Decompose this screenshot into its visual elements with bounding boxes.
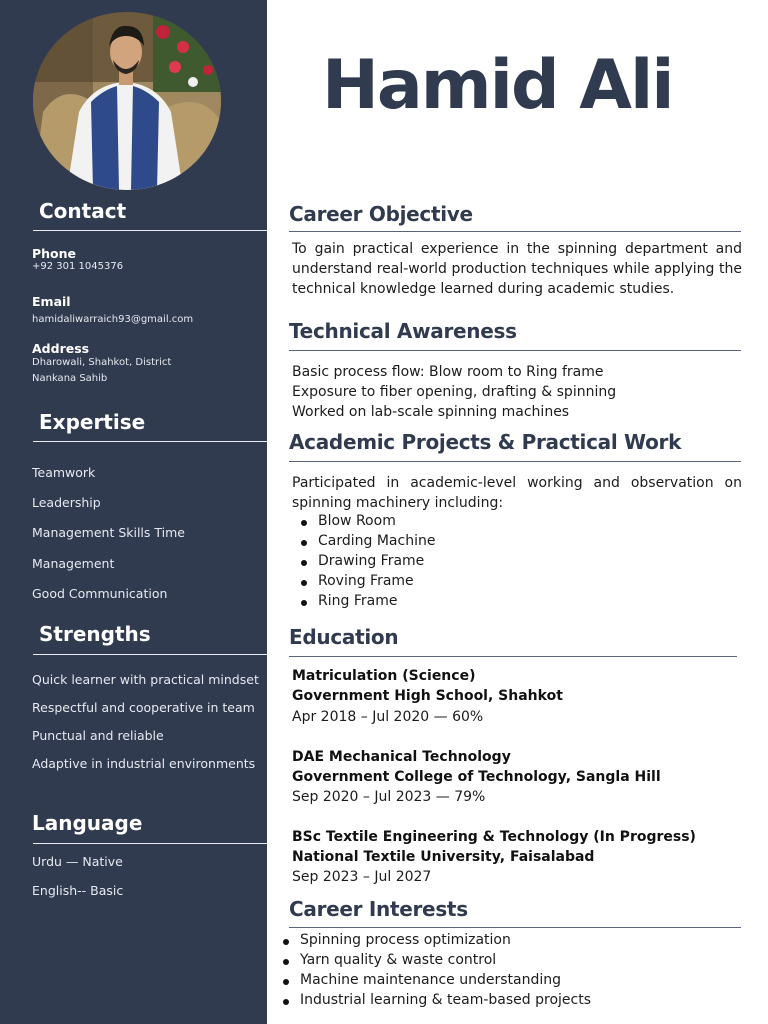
expertise-item: Management	[32, 556, 115, 571]
expertise-item: Management Skills Time	[32, 525, 185, 540]
education-degree: BSc Textile Engineering & Technology (In Progress)	[292, 829, 696, 845]
strength-item: Punctual and reliable	[32, 728, 164, 743]
education-institution: National Textile University, Faisalabad	[292, 849, 595, 865]
email-label: Email	[32, 294, 71, 309]
email-value: hamidaliwarraich93@gmail.com	[32, 314, 194, 325]
project-list-item	[318, 573, 414, 589]
strength-item: Adaptive in industrial environments	[32, 756, 256, 771]
projects-intro: Participated in academic-level working and observation on spinning machinery including:	[292, 475, 742, 511]
education-degree: DAE Mechanical Technology	[292, 749, 511, 765]
expertise-item: Leadership	[32, 495, 101, 510]
profile-photo	[33, 12, 221, 190]
bullet-icon	[283, 959, 289, 965]
interest-list-item	[300, 932, 511, 948]
bullet-icon	[283, 999, 289, 1005]
sidebar	[0, 0, 267, 1024]
project-item-label: Roving Frame	[318, 573, 414, 589]
interest-list-item	[300, 952, 496, 968]
interest-list-item	[300, 972, 561, 988]
profile-photo-image	[33, 12, 221, 190]
strengths-heading: Strengths	[39, 622, 151, 646]
project-item-label: Ring Frame	[318, 593, 398, 609]
address-label: Address	[32, 341, 90, 356]
technical-awareness-heading: Technical Awareness	[289, 319, 517, 343]
expertise-divider	[33, 441, 267, 442]
technical-awareness-line: Basic process flow: Blow room to Ring frame	[292, 364, 604, 380]
career-objective-heading: Career Objective	[289, 202, 473, 226]
project-item-label: Carding Machine	[318, 533, 436, 549]
bullet-icon	[283, 979, 289, 985]
career-objective-divider	[289, 231, 741, 232]
expertise-item: Good Communication	[32, 586, 168, 601]
education-institution: Government College of Technology, Sangla Hill	[292, 769, 661, 785]
contact-divider	[33, 230, 267, 231]
bullet-icon	[283, 939, 289, 945]
interest-item-label: Industrial learning & team-based projects	[300, 992, 592, 1008]
address-line-2: Nankana Sahib	[32, 373, 108, 384]
contact-heading: Contact	[39, 199, 127, 223]
technical-awareness-line: Worked on lab-scale spinning machines	[292, 404, 570, 420]
education-institution: Government High School, Shahkot	[292, 688, 563, 704]
project-list-item	[318, 513, 396, 529]
bullet-icon	[301, 560, 307, 566]
resume-name: Hamid Ali	[322, 46, 673, 125]
project-item-label: Drawing Frame	[318, 553, 425, 569]
strength-item: Respectful and cooperative in team	[32, 700, 255, 715]
language-item: Urdu — Native	[32, 854, 123, 869]
bullet-icon	[301, 600, 307, 606]
bullet-icon	[301, 520, 307, 526]
education-dates: Sep 2023 – Jul 2027	[292, 869, 432, 885]
education-heading: Education	[289, 625, 399, 649]
interest-list-item	[300, 992, 591, 1008]
interest-item-label: Spinning process optimization	[300, 932, 511, 948]
interest-item-label: Yarn quality & waste control	[300, 952, 497, 968]
project-item-label: Blow Room	[318, 513, 396, 529]
language-heading: Language	[32, 811, 143, 835]
language-divider	[33, 843, 267, 844]
strength-item: Quick learner with practical mindset	[32, 672, 259, 687]
career-interests-divider	[289, 927, 741, 928]
projects-heading: Academic Projects & Practical Work	[289, 430, 682, 454]
phone-value: +92 301 1045376	[32, 261, 124, 272]
technical-awareness-divider	[289, 350, 741, 351]
bullet-icon	[301, 540, 307, 546]
education-dates: Sep 2020 – Jul 2023 — 79%	[292, 789, 486, 805]
phone-label: Phone	[32, 246, 77, 261]
project-list-item	[318, 593, 397, 609]
education-degree: Matriculation (Science)	[292, 668, 476, 684]
expertise-heading: Expertise	[39, 410, 146, 434]
strengths-divider	[33, 654, 267, 655]
interest-item-label: Machine maintenance understanding	[300, 972, 561, 988]
bullet-icon	[301, 580, 307, 586]
career-interests-heading: Career Interests	[289, 897, 468, 921]
language-item: English-- Basic	[32, 883, 124, 898]
technical-awareness-line: Exposure to fiber opening, drafting & spinning	[292, 384, 617, 400]
career-objective-text: To gain practical experience in the spinning department and understand real-world production techniques while applying the technical knowledge learned during academic studies.	[292, 241, 742, 297]
expertise-item: Teamwork	[32, 465, 96, 480]
education-divider	[289, 656, 737, 657]
project-list-item	[318, 553, 424, 569]
project-list-item	[318, 533, 435, 549]
address-line-1: Dharowali, Shahkot, District	[32, 357, 172, 368]
education-dates: Apr 2018 – Jul 2020 — 60%	[292, 709, 484, 725]
projects-divider	[289, 461, 741, 462]
